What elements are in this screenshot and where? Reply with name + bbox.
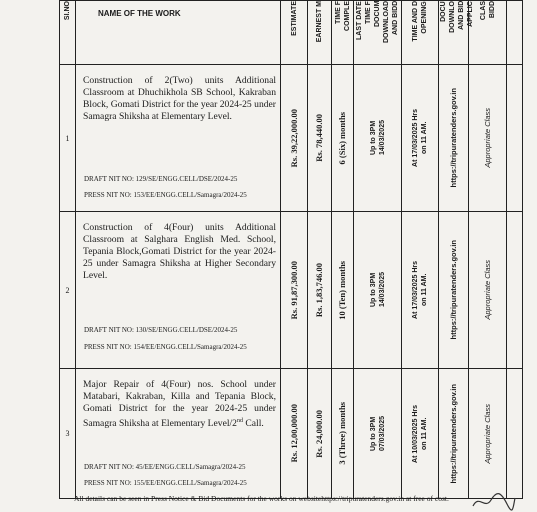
estimate-value: Rs. 12,00,000.00	[288, 404, 299, 463]
estimate-value: Rs. 39,22,000.00	[288, 108, 299, 168]
table-row	[60, 65, 523, 212]
docs-cell	[439, 212, 469, 369]
time-cell	[332, 212, 354, 369]
opening-value	[411, 261, 429, 319]
opening-label	[411, 1, 429, 42]
class-cell	[469, 65, 507, 212]
draft-nit-no: DRAFT NIT NO: 129/SE/ENGG.CELL/DSE/2024-25	[84, 175, 238, 183]
last-date-cell	[354, 369, 402, 499]
col-estimate-header	[281, 1, 308, 65]
blank-cell	[507, 212, 523, 369]
last-date-line: Up to 3PM	[369, 416, 377, 451]
docs-label-line: DOCU	[440, 1, 447, 22]
row-sl: 3	[60, 369, 76, 499]
opening-line: on 11 AM.	[421, 121, 428, 155]
earnest-label: EARNEST M	[316, 1, 323, 43]
opening-line: on 11 AM.	[421, 273, 428, 307]
table-row	[60, 369, 523, 499]
opening-line: At 10/03/2025 Hrs	[412, 404, 419, 463]
tender-site-link[interactable]: https://tripuratenders.gov.in	[449, 88, 458, 188]
last-date-line: Up to 3PM	[369, 272, 377, 308]
time-label-line: COMPLE	[343, 1, 351, 31]
docs-label-line: DOWNLO	[449, 1, 456, 33]
earnest-value: Rs. 1,83,746.00	[314, 262, 324, 318]
estimate-cell	[281, 369, 308, 499]
earnest-value: Rs. 24,000.00	[314, 409, 324, 458]
time-label-line: TIME F	[334, 1, 342, 24]
estimate-label: ESTIMATE	[290, 1, 298, 36]
estimate-cell	[281, 65, 308, 212]
last-date-cell	[354, 65, 402, 212]
docs-label-line: AND BID	[458, 1, 465, 31]
class-label-line: BIDD	[488, 1, 496, 19]
col-time-header	[332, 1, 354, 65]
time-cell	[332, 369, 354, 499]
earnest-cell	[308, 369, 332, 499]
time-value: 10 (Ten) months	[337, 260, 347, 320]
time-value: 6 (Six) months	[337, 111, 347, 165]
last-date-value	[369, 120, 387, 155]
work-cell	[76, 65, 281, 212]
bidder-class-value: Appropriate Class	[483, 108, 492, 168]
class-cell	[469, 212, 507, 369]
opening-line: on 11 AM.	[421, 417, 428, 450]
tender-table	[59, 0, 523, 499]
last-date-label-line: LAST DATE	[356, 1, 363, 40]
earnest-cell	[308, 212, 332, 369]
class-cell	[469, 369, 507, 499]
table-header-row	[60, 1, 523, 65]
opening-label-line: TIME AND D	[412, 1, 419, 42]
col-docs-header	[439, 1, 474, 65]
bidder-class-value: Appropriate Class	[483, 403, 492, 464]
sl-no-label: Sl.NO	[64, 1, 71, 21]
last-date-value	[369, 272, 387, 307]
work-cell	[76, 212, 281, 369]
row-sl: 2	[60, 212, 76, 369]
blank-cell	[507, 65, 523, 212]
col-blank-header	[507, 1, 523, 65]
opening-line: At 17/03/2025 Hrs	[412, 261, 419, 319]
footer-note: All details can be seen in Press Notice & Bid Documents for the works on websitehttps://tripuratenders.gov.in at free of cost.	[74, 494, 449, 503]
last-date-label-line: DOWNLOAD	[383, 1, 390, 43]
last-date-label-line: TIME F	[365, 1, 372, 24]
col-work-header: NAME OF THE WORK	[76, 1, 281, 65]
opening-label-line: OPENING	[421, 1, 428, 34]
col-opening-header	[402, 1, 439, 65]
time-label	[334, 1, 352, 31]
last-date-line: 14/03/2025	[378, 120, 386, 156]
opening-cell	[402, 212, 439, 369]
tender-site-link[interactable]: https://tripuratenders.gov.in	[449, 240, 458, 340]
class-label-line: CLAS	[479, 1, 487, 21]
blank-cell	[507, 369, 523, 499]
draft-nit-no: DRAFT NIT NO: 45/EE/ENGG.CELL/Samagra/2024-25	[84, 463, 246, 471]
estimate-value: Rs. 91,87,300.00	[288, 260, 299, 320]
last-date-label	[355, 1, 400, 43]
press-nit-no: PRESS NIT NO: 153/EE/ENGG.CELL/Samagra/2024-25	[84, 191, 247, 199]
col-earnest-header	[308, 1, 332, 65]
row-sl: 1	[60, 65, 76, 212]
press-nit-no: PRESS NIT NO: 155/EE/ENGG.CELL/Samagra/2024-25	[84, 479, 247, 487]
last-date-line: 07/03/2025	[378, 415, 386, 452]
estimate-cell	[281, 212, 308, 369]
docs-label-line: APPLIC	[467, 1, 474, 27]
last-date-label-line: AND BIDD	[392, 1, 399, 36]
work-cell	[76, 369, 281, 499]
opening-value	[411, 405, 429, 463]
opening-line: At 17/03/2025 Hrs	[412, 109, 419, 167]
work-description: Major Repair of 4(Four) nos. School under Matabari, Kakraban, Killa and Tepania Block, Gomati District for the year 2024-25 under Samagra Shiksha at Elementary Level/2nd Call.	[83, 379, 276, 430]
time-cell	[332, 65, 354, 212]
last-date-label-line: DOCUM	[374, 1, 381, 28]
opening-cell	[402, 65, 439, 212]
handwritten-signature	[467, 490, 517, 512]
col-last-date-header	[354, 1, 402, 65]
tender-site-link[interactable]: https://tripuratenders.gov.in	[449, 383, 458, 484]
last-date-line: 14/03/2025	[378, 272, 386, 308]
work-description: Construction of 4(Four) units Additional Classroom at Salghara English Med. School, Tepania Block,Gomati District for the year 2024-25 under Samagra Shiksha at Higher Secondary Level.	[83, 222, 276, 281]
last-date-cell	[354, 212, 402, 369]
draft-nit-no: DRAFT NIT NO: 130/SE/ENGG.CELL/DSE/2024-25	[84, 326, 238, 334]
press-nit-no: PRESS NIT NO: 154/EE/ENGG.CELL/Samagra/2024-25	[84, 343, 247, 351]
docs-cell	[439, 65, 469, 212]
last-date-value	[369, 416, 387, 451]
docs-cell	[439, 369, 469, 499]
opening-cell	[402, 369, 439, 499]
opening-value	[411, 109, 429, 167]
table-row	[60, 212, 523, 369]
work-description: Construction of 2(Two) units Additional Classroom at Dhuchikhola SB School, Kakraban Block, Gomati District for the year 2024-25 under Samagra Shiksha at Elementary Level.	[83, 75, 276, 122]
docs-label	[439, 1, 475, 33]
bidder-class-value: Appropriate Class	[483, 260, 492, 320]
last-date-line: Up to 3PM	[369, 120, 377, 156]
col-sl-header	[60, 1, 76, 65]
class-label	[479, 1, 497, 20]
earnest-cell	[308, 65, 332, 212]
time-value: 3 (Three) months	[337, 402, 347, 465]
earnest-value: Rs. 78,440.00	[314, 114, 324, 162]
